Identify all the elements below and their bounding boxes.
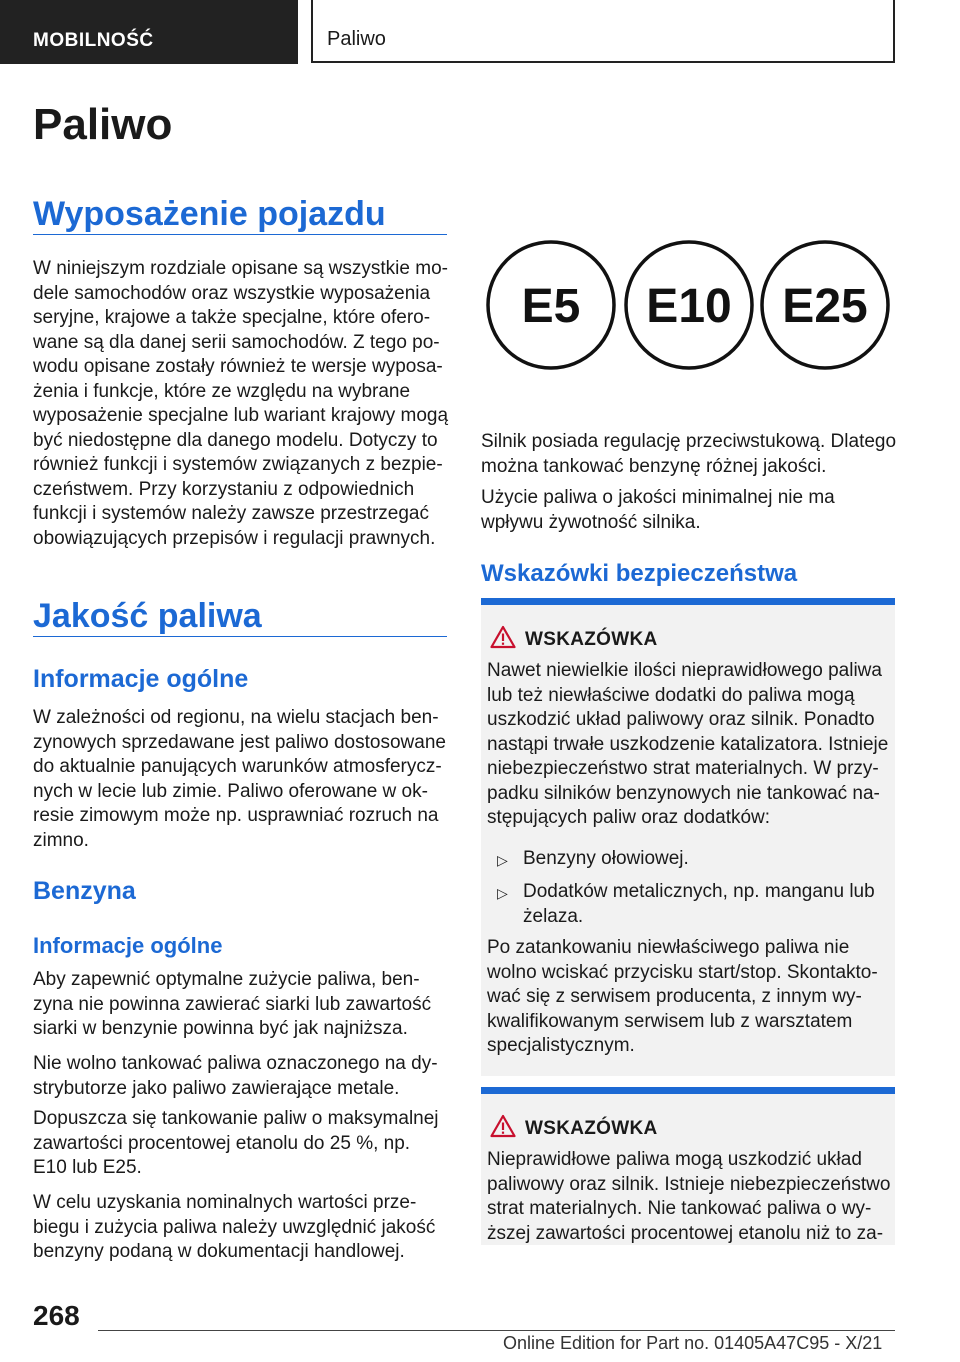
text-line: Nawet niewielkie ilości nieprawidłowego paliwa <box>487 660 882 681</box>
text-line: strybutorze jako paliwo zawierające metale. <box>33 1077 400 1099</box>
paragraph-petrol-consumption <box>33 1191 453 1265</box>
text-line: zimno. <box>33 829 89 851</box>
text-line: czeństwem. Przy korzystaniu z odpowiednich <box>33 478 415 500</box>
fuel-badge-e10 <box>626 242 752 368</box>
text-line: Po zatankowaniu niewłaściwego paliwa nie <box>487 937 850 958</box>
paragraph-engine-knock <box>481 430 901 479</box>
text-line: biegu i zużycia paliwa należy uwzględnić jakość <box>33 1216 436 1238</box>
text-line: kwalifikowanym serwisem lub z warsztatem <box>487 1010 853 1032</box>
text-line: W zależności od regionu, na wielu stacjach ben- <box>33 707 439 728</box>
heading-petrol: Benzyna <box>33 877 136 905</box>
heading-rule <box>33 636 447 637</box>
warning-text-outro <box>487 936 887 1059</box>
fuel-badges <box>481 240 895 390</box>
warning-title: WSKAZÓWKA <box>525 629 658 650</box>
text-line: być niedostępne dla danego modelu. Dotyczy to <box>33 429 438 451</box>
heading-rule <box>33 234 447 235</box>
text-line: ższej zawartości procentowej etanolu niż to za- <box>487 1222 884 1244</box>
text-line: również funkcji i systemów związanych z bezpie- <box>33 454 443 475</box>
paragraph-petrol-ethanol <box>33 1107 453 1181</box>
section-tab: MOBILNOŚĆ <box>0 0 298 64</box>
chapter-box: Paliwo <box>311 0 895 63</box>
warning-bullet-leaded-petrol: Benzyny ołowiowej. <box>523 848 689 869</box>
text-line: zawartości procentowej etanolu do 25 %, np. <box>33 1132 411 1154</box>
text-line: dele samochodów oraz wszystkie wyposażenia <box>33 282 431 304</box>
text-line: strat materialnych. Nie tankować paliwa o wy- <box>487 1198 872 1219</box>
text-line: W celu uzyskania nominalnych wartości prze- <box>33 1192 417 1213</box>
text-line: benzyny podaną w dokumentacji handlowej. <box>33 1241 405 1262</box>
text-line: wolno wciskać przycisku start/stop. Skontakto- <box>487 961 878 983</box>
heading-petrol-general: Informacje ogólne <box>33 933 223 958</box>
text-line: seryjne, krajowe a także specjalne, które ofero- <box>33 307 431 328</box>
paragraph-petrol-metals <box>33 1052 453 1101</box>
text-line: padku silników benzynowych nie tankować na- <box>487 782 880 804</box>
text-line: funkcji i systemów należy zawsze przestrzegać <box>33 503 429 524</box>
text-line: obowiązujących przepisów i regulacji prawnych. <box>33 527 436 549</box>
paragraph-fuel-usage <box>481 486 901 535</box>
text-line: do aktualnie panujących warunków atmosferycz- <box>33 756 442 777</box>
warning-triangle-icon <box>490 625 516 649</box>
fuel-badge-label: E10 <box>646 280 732 333</box>
text-line: uszkodzić układ paliwowy oraz silnik. Ponadto <box>487 709 875 730</box>
bullet-triangle-icon: ▷ <box>497 852 508 868</box>
text-line: wać się z serwisem producenta, z innym wy- <box>487 986 862 1007</box>
text-line: wpływu żywotność silnika. <box>481 511 701 533</box>
text-line: wodu opisane zostały również te wersje wyposa- <box>33 356 443 377</box>
text-line: zyna nie powinna zawierać siarki lub zawartość <box>33 993 432 1015</box>
text-line: Nie wolno tankować paliwa oznaczonego na dy- <box>33 1053 438 1074</box>
text-line: zynowych sprzedawane jest paliwo dostosowane <box>33 731 446 753</box>
text-line: żelaza. <box>523 905 584 927</box>
warning-box-ethanol <box>481 1087 895 1245</box>
text-line: W niniejszym rozdziale opisane są wszystkie mo- <box>33 258 448 279</box>
text-line: E10 lub E25. <box>33 1157 142 1178</box>
fuel-badge-e5 <box>488 242 614 368</box>
fuel-badge-e25 <box>762 242 888 368</box>
text-line: Silnik posiada regulację przeciwstukową. Dlatego <box>481 431 897 452</box>
paragraph-equipment <box>33 257 453 551</box>
warning-bullet-metallic-additives <box>523 880 883 929</box>
text-line: niebezpieczeństwo strat materialnych. W przy- <box>487 758 879 779</box>
text-line: specjalistycznym. <box>487 1035 635 1056</box>
fuel-badge-label: E25 <box>782 280 868 333</box>
text-line: nastąpi trwałe uszkodzenie katalizatora. Istnieje <box>487 733 889 755</box>
warning-triangle-icon <box>490 1114 516 1138</box>
text-line: można tankować benzynę różnej jakości. <box>481 455 827 477</box>
text-line: siarki w benzynie powinna być jak najniższa. <box>33 1018 408 1039</box>
text-line: Użycie paliwa o jakości minimalnej nie ma <box>481 487 835 508</box>
bullet-triangle-icon: ▷ <box>497 885 508 901</box>
text-line: żenia i funkcje, które ze względu na wybrane <box>33 380 411 402</box>
text-line: Dopuszcza się tankowanie paliw o maksymalnej <box>33 1108 439 1129</box>
text-line: resie zimowym może np. usprawniać rozruch na <box>33 805 439 826</box>
warning-text-intro <box>487 659 887 831</box>
text-line: stępujących paliw oraz dodatków: <box>487 807 771 828</box>
text-line: nych w lecie lub zimie. Paliwo oferowane w ok- <box>33 780 428 802</box>
page-title: Paliwo <box>33 100 173 149</box>
text-line: lub też niewłaściwe dodatki do paliwa mogą <box>487 684 855 706</box>
warning-title: WSKAZÓWKA <box>525 1118 658 1139</box>
heading-safety-notes: Wskazówki bezpieczeństwa <box>481 560 798 587</box>
warning-text-ethanol <box>487 1148 891 1246</box>
paragraph-petrol-sulphur <box>33 968 453 1042</box>
text-line: wyposażenie specjalne lub wariant krajowy mogą <box>33 405 449 426</box>
heading-fuel-quality: Jakość paliwa <box>33 597 262 635</box>
page-number: 268 <box>33 1300 80 1331</box>
paragraph-general-info <box>33 706 453 853</box>
warning-box-fuel <box>481 598 895 1076</box>
text-line: Dodatków metalicznych, np. manganu lub <box>523 881 875 902</box>
text-line: Nieprawidłowe paliwa mogą uszkodzić układ <box>487 1149 862 1170</box>
heading-equipment: Wyposażenie pojazdu <box>33 195 386 233</box>
text-line: paliwowy oraz silnik. Istnieje niebezpieczeństwo <box>487 1173 891 1195</box>
fuel-badge-label: E5 <box>521 280 581 333</box>
text-line: Aby zapewnić optymalne zużycie paliwa, ben- <box>33 969 420 990</box>
footer-rule <box>98 1330 895 1331</box>
heading-general-info: Informacje ogólne <box>33 665 249 693</box>
footer-edition: Online Edition for Part no. 01405A47C95 - X/21 <box>503 1333 883 1353</box>
text-line: wane są dla danej serii samochodów. Z tego po- <box>33 331 440 353</box>
